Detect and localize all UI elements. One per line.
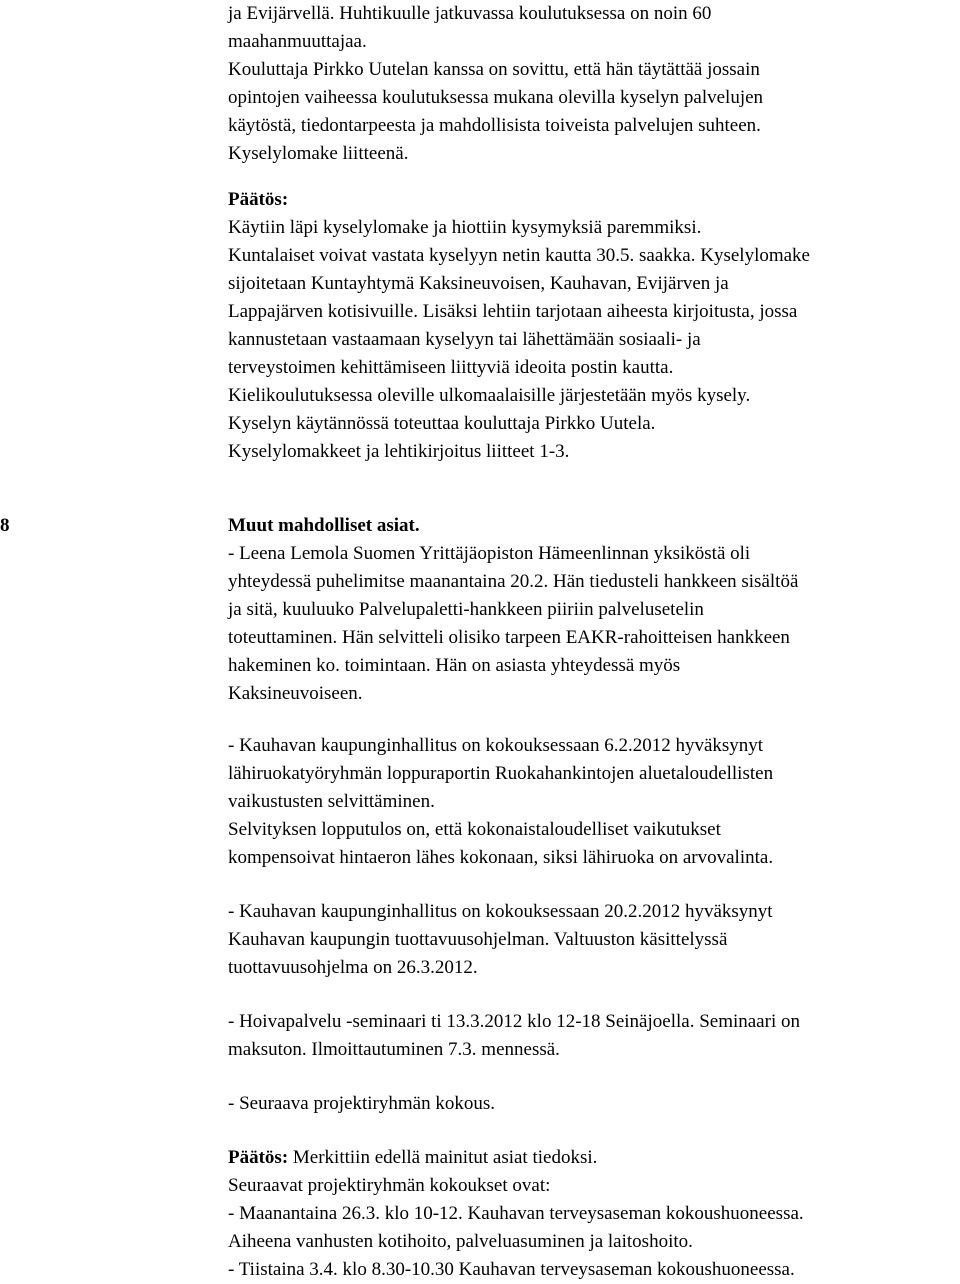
paragraph-seminaari	[228, 1008, 956, 1064]
text-line: maksuton. Ilmoittautuminen 7.3. mennessä.	[228, 1039, 560, 1060]
text-line: Kouluttaja Pirkko Uutelan kanssa on sovittu, että hän täytättää jossain	[228, 59, 760, 80]
text-line: Kielikoulutuksessa oleville ulkomaalaisille järjestetään myös kysely.	[228, 385, 751, 406]
text-line: opintojen vaiheessa koulutuksessa mukana olevilla kyselyn palvelujen	[228, 87, 764, 108]
paragraph-lahiruoka	[228, 732, 956, 872]
text-line: Kyselylomakkeet ja lehtikirjoitus liitteet 1-3.	[228, 441, 570, 462]
text-line: sijoitetaan Kuntayhtymä Kaksineuvoisen, Kauhavan, Evijärven ja	[228, 273, 729, 294]
text-line: maahanmuuttajaa.	[228, 31, 367, 52]
text-line: ja Evijärvellä. Huhtikuulle jatkuvassa koulutuksessa on noin 60	[228, 3, 712, 24]
text-line: terveystoimen kehittämiseen liittyviä ideoita postin kautta.	[228, 357, 674, 378]
text-line: - Kauhavan kaupunginhallitus on kokouksessaan 20.2.2012 hyväksynyt	[228, 901, 773, 922]
text-line: Selvityksen lopputulos on, että kokonaistaloudelliset vaikutukset	[228, 819, 721, 840]
section-title: Muut mahdolliset asiat.	[228, 515, 420, 536]
text-line: - Kauhavan kaupunginhallitus on kokouksessaan 6.2.2012 hyväksynyt	[228, 735, 764, 756]
text-line: - Seuraava projektiryhmän kokous.	[228, 1093, 495, 1114]
text-line: - Tiistaina 3.4. klo 8.30-10.30 Kauhavan terveysaseman kokoushuoneessa.	[228, 1259, 795, 1280]
text-line: käytöstä, tiedontarpeesta ja mahdollisista toiveista palvelujen suhteen.	[228, 115, 761, 136]
paragraph-tuottavuus	[228, 898, 956, 982]
text-line: Kyselylomake liitteenä.	[228, 143, 409, 164]
decision-text: Merkittiin edellä mainitut asiat tiedoksi.	[288, 1147, 598, 1168]
text-line: tuottavuusohjelma on 26.3.2012.	[228, 957, 478, 978]
text-line: vaikustusten selvittäminen.	[228, 791, 435, 812]
decision-block	[228, 186, 956, 466]
text-line: hakeminen ko. toimintaan. Hän on asiasta yhteydessä myös	[228, 655, 681, 676]
decision-line	[228, 1144, 956, 1172]
paragraph-next-meeting	[228, 1090, 956, 1118]
text-line: - Leena Lemola Suomen Yrittäjäopiston Hämeenlinnan yksiköstä oli	[228, 543, 751, 564]
decision-label: Päätös:	[228, 1147, 289, 1168]
text-line: - Hoivapalvelu -seminaari ti 13.3.2012 klo 12-18 Seinäjoella. Seminaari on	[228, 1011, 800, 1032]
text-line: Kyselyn käytännössä toteuttaa kouluttaja Pirkko Uutela.	[228, 413, 656, 434]
text-line: Käytiin läpi kyselylomake ja hiottiin kysymyksiä paremmiksi.	[228, 217, 702, 238]
text-line: Kauhavan kaupungin tuottavuusohjelman. Valtuuston käsittelyssä	[228, 929, 728, 950]
section-number: 8	[0, 515, 10, 536]
text-line: toteuttaminen. Hän selvitteli olisiko tarpeen EAKR-rahoitteisen hankkeen	[228, 627, 790, 648]
text-line: kompensoivat hintaeron lähes kokonaan, siksi lähiruoka on arvovalinta.	[228, 847, 774, 868]
text-line: yhteydessä puhelimitse maanantaina 20.2. Hän tiedusteli hankkeen sisältöä	[228, 571, 799, 592]
text-line: - Maanantaina 26.3. klo 10-12. Kauhavan terveysaseman kokoushuoneessa.	[228, 1203, 804, 1224]
text-line: Aiheena vanhusten kotihoito, palveluasuminen ja laitoshoito.	[228, 1231, 693, 1252]
text-line: Seuraavat projektiryhmän kokoukset ovat:	[228, 1175, 551, 1196]
text-line: kannustetaan vastaamaan kyselyyn tai lähettämään sosiaali- ja	[228, 329, 701, 350]
paragraph-lemola	[228, 540, 956, 708]
text-line: Kaksineuvoiseen.	[228, 683, 363, 704]
text-line: ja sitä, kuuluuko Palvelupaletti-hankkeen piiriin palvelusetelin	[228, 599, 704, 620]
text-line: Lappajärven kotisivuille. Lisäksi lehtiin tarjotaan aiheesta kirjoitusta, jossa	[228, 301, 798, 322]
decision-block-2	[228, 1144, 956, 1284]
intro-paragraph	[228, 0, 956, 168]
text-line: lähiruokatyöryhmän loppuraportin Ruokahankintojen aluetaloudellisten	[228, 763, 774, 784]
text-line: Kuntalaiset voivat vastata kyselyyn netin kautta 30.5. saakka. Kyselylomake	[228, 245, 810, 266]
decision-label: Päätös:	[228, 189, 289, 210]
